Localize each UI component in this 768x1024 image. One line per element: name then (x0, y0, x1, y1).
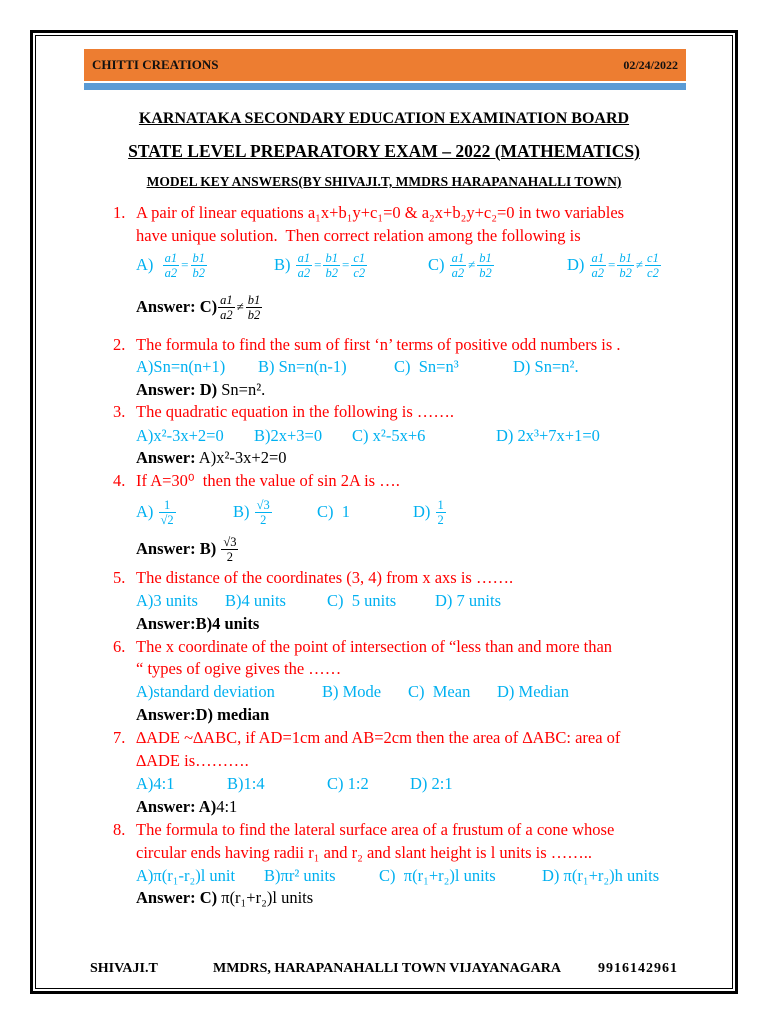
q4-option-c (317, 495, 350, 529)
q4-number: 4. (113, 471, 126, 490)
q8-number: 8. (113, 820, 126, 839)
q8-option-b: B)πr² units (264, 866, 336, 885)
q6-option-d: D) Median (497, 682, 569, 701)
exam-title: STATE LEVEL PREPARATORY EXAM – 2022 (MATHEMATICS) (128, 141, 640, 161)
q2-text-line-1: The formula to find the sum of first ‘n’ terms of positive odd numbers is . (136, 335, 621, 354)
numerator: b1 (325, 250, 338, 265)
denominator: 2 (260, 512, 267, 527)
q7-option-a: A)4:1 (136, 774, 175, 793)
q5-option-a: A)3 units (136, 591, 198, 610)
numerator: √3 (223, 534, 237, 549)
q7-option-d: D) 2:1 (410, 774, 453, 793)
fraction (191, 251, 208, 280)
fraction (255, 498, 272, 527)
key-subtitle: MODEL KEY ANSWERS(BY SHIVAJI.T, MMDRS HARAPANAHALLI TOWN) (146, 174, 622, 189)
denominator: b2 (619, 265, 632, 280)
answer-label: Answer: (136, 448, 196, 467)
fraction (163, 251, 180, 280)
answer-label: Answer: A) (136, 797, 217, 816)
q4-option-d (413, 495, 447, 529)
denominator: b2 (247, 307, 261, 322)
denominator: b2 (192, 265, 206, 280)
q6-text-line-2: “ types of ogive gives the …… (136, 659, 342, 678)
numerator: c1 (353, 250, 366, 265)
q7-text-line-2: ∆ADE is………. (136, 751, 249, 770)
q6-option-a: A)standard deviation (136, 682, 275, 701)
answer-label: Answer: B) (136, 539, 221, 558)
q3-option-d: D) 2x³+7x+1=0 (496, 426, 600, 445)
q3-option-b: B)2x+3=0 (254, 426, 323, 445)
option-label: A) (136, 502, 158, 521)
q3-answer (136, 447, 287, 469)
fraction (590, 251, 607, 280)
board-title: KARNATAKA SECONDARY EDUCATION EXAMINATION BOARD (138, 110, 630, 127)
fraction (218, 293, 235, 322)
denominator: a2 (297, 265, 311, 280)
q8-text-line-2: circular ends having radii r₁ and r₂ and slant height is l units is …….. (136, 843, 592, 862)
q1-option-d (567, 248, 662, 282)
q5-option-d: D) 7 units (435, 591, 501, 610)
q7-option-c: C) 1:2 (327, 774, 369, 793)
q1-option-c (428, 248, 495, 282)
option-label: B) (274, 255, 295, 274)
answer-value: 4:1 (216, 797, 238, 816)
fraction (645, 251, 661, 280)
option-label: D) (413, 502, 435, 521)
q1-number: 1. (113, 203, 126, 222)
q6-number: 6. (113, 637, 126, 656)
relation-symbol: = (314, 257, 322, 272)
q5-option-c: C) 5 units (327, 591, 397, 610)
q2-option-a: A)Sn=n(n+1) (136, 357, 226, 376)
fraction (159, 498, 176, 527)
numerator: a1 (297, 250, 311, 265)
option-label: C) (428, 255, 449, 274)
q2-option-c: C) Sn=n³ (394, 357, 459, 376)
q2-option-b: B) Sn=n(n-1) (258, 357, 347, 376)
denominator: a2 (591, 265, 605, 280)
q1-option-b (274, 248, 368, 282)
denominator: a2 (220, 307, 233, 322)
denominator: c2 (647, 265, 659, 280)
q4-text-line-1: If A=30⁰ then the value of sin 2A is …. (136, 471, 400, 490)
fraction (323, 251, 340, 280)
q1-answer (136, 290, 263, 324)
numerator: a1 (591, 250, 605, 265)
q8-answer (136, 887, 313, 909)
fraction (246, 293, 263, 322)
header-bar (84, 49, 686, 81)
fraction (477, 251, 494, 280)
footer-phone: 9916142961 (598, 961, 678, 976)
header-date: 02/24/2022 (623, 57, 678, 72)
denominator: b2 (325, 265, 338, 280)
q8-option-d: D) π(r₁+r₂)h units (542, 866, 660, 885)
option-label: B) (233, 502, 254, 521)
q5-option-b: B)4 units (225, 591, 286, 610)
q4-option-a (136, 495, 177, 529)
fraction (221, 535, 238, 564)
numerator: b1 (479, 250, 492, 265)
answer-value: π(r₁+r₂)l units (217, 888, 314, 907)
denominator: b2 (479, 265, 492, 280)
q1-text-line-1: A pair of linear equations a₁x+b₁y+c₁=0 & a₂x+b₂y+c₂=0 in two variables (136, 203, 625, 222)
numerator: b1 (192, 250, 206, 265)
relation-symbol: = (608, 257, 616, 272)
denominator: a2 (451, 265, 465, 280)
q8-text-line-1: The formula to find the lateral surface area of a frustum of a cone whose (136, 820, 615, 839)
numerator: b1 (619, 250, 632, 265)
header-brand: CHITTI CREATIONS (92, 57, 219, 72)
denominator: a2 (164, 265, 178, 280)
q2-number: 2. (113, 335, 126, 354)
answer-value: Sn=n². (217, 380, 266, 399)
answer-label: Answer: C) (136, 297, 218, 316)
denominator: 2 (437, 512, 444, 527)
denominator: c2 (353, 265, 366, 280)
denominator: 2 (226, 549, 234, 564)
q3-option-c: C) x²-5x+6 (352, 426, 426, 445)
q3-text-line-1: The quadratic equation in the following is ……. (136, 402, 455, 421)
relation-symbol: ≠ (635, 257, 644, 272)
q3-number: 3. (113, 402, 126, 421)
fraction (617, 251, 634, 280)
numerator: b1 (247, 292, 261, 307)
numerator: 1 (159, 498, 176, 513)
numerator: 1 (437, 497, 444, 512)
q4-answer (136, 532, 239, 566)
q3-option-a: A)x²-3x+2=0 (136, 426, 224, 445)
q5-answer: Answer:B)4 units (136, 614, 260, 633)
q8-option-c: C) π(r₁+r₂)l units (379, 866, 496, 885)
option-label: A) (136, 255, 162, 274)
fraction (296, 251, 313, 280)
footer-school: MMDRS, HARAPANAHALLI TOWN VIJAYANAGARA (213, 961, 561, 976)
q7-text-line-1: ∆ADE ~∆ABC, if AD=1cm and AB=2cm then the area of ∆ABC: area of (136, 728, 621, 747)
q7-number: 7. (113, 728, 126, 747)
q6-option-c: C) Mean (408, 682, 471, 701)
answer-label: Answer: C) (136, 888, 218, 907)
numerator: a1 (220, 292, 233, 307)
q6-option-b: B) Mode (322, 682, 382, 701)
fraction (450, 251, 467, 280)
q5-text-line-1: The distance of the coordinates (3, 4) from x axs is ……. (136, 568, 514, 587)
fraction (351, 251, 367, 280)
relation-symbol: ≠ (236, 299, 244, 314)
q5-number: 5. (113, 568, 126, 587)
answer-label: Answer: D) (136, 380, 218, 399)
relation-symbol: ≠ (468, 257, 476, 272)
option-text: C) 1 (317, 502, 350, 521)
q6-answer: Answer:D) median (136, 705, 270, 724)
header-rule (84, 83, 686, 90)
denominator: √2 (160, 512, 174, 527)
answer-value: A)x²-3x+2=0 (195, 448, 287, 467)
q1-text-line-2: have unique solution. Then correct relation among the following is (136, 226, 581, 245)
numerator: √3 (256, 497, 270, 512)
footer-author: SHIVAJI.T (90, 961, 158, 976)
q7-option-b: B)1:4 (227, 774, 265, 793)
fraction (436, 498, 446, 527)
q7-answer (136, 796, 237, 818)
numerator: c1 (647, 250, 659, 265)
numerator: a1 (451, 250, 465, 265)
q6-text-line-1: The x coordinate of the point of intersection of “less than and more than (136, 637, 613, 656)
numerator: a1 (164, 250, 178, 265)
q1-option-a (136, 248, 208, 282)
q8-option-a: A)π(r₁-r₂)l unit (136, 866, 236, 885)
relation-symbol: = (181, 257, 189, 272)
option-label: D) (567, 255, 589, 274)
q2-option-d: D) Sn=n². (513, 357, 579, 376)
q2-answer (136, 379, 265, 401)
relation-symbol: = (341, 257, 350, 272)
q4-option-b (233, 495, 273, 529)
